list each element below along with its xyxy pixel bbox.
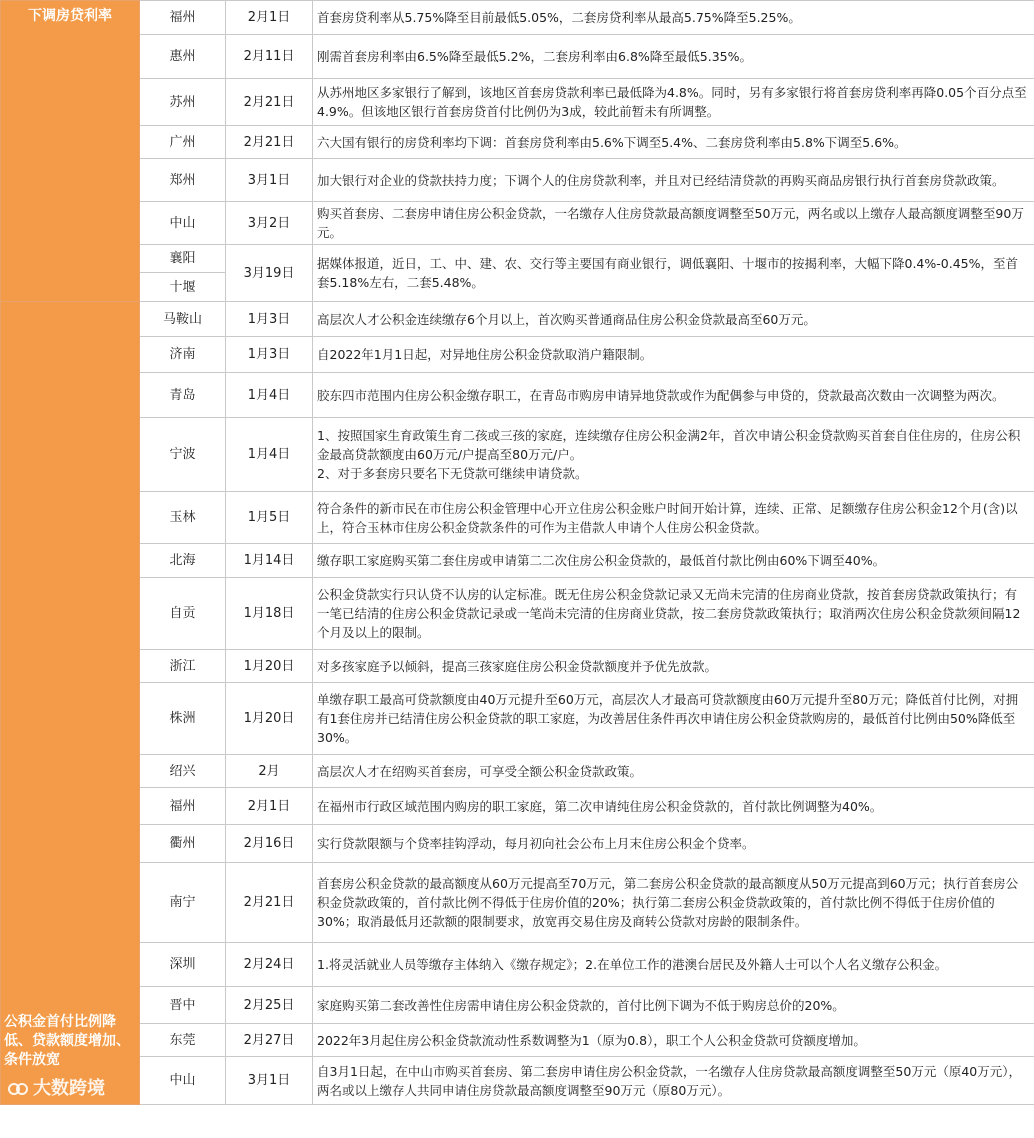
table-row: [1, 1, 1034, 35]
table-row: [1, 126, 1034, 159]
table-row: [1, 418, 1034, 492]
city-cell: 绍兴: [140, 755, 226, 788]
city-cell: 福州: [140, 788, 226, 825]
table-row: [1, 302, 1034, 337]
date-cell: 1月3日: [226, 337, 313, 373]
description-cell: 高层次人才在绍购买首套房，可享受全额公积金贷款政策。: [313, 755, 1034, 788]
table-row: [1, 943, 1034, 987]
watermark: 大数跨境: [7, 1079, 105, 1098]
table-row: [1, 987, 1034, 1024]
city-cell: 十堰: [140, 273, 226, 302]
table-row: [1, 79, 1034, 126]
city-cell: 福州: [140, 1, 226, 35]
date-cell: 1月4日: [226, 373, 313, 418]
table-row: [1, 755, 1034, 788]
description-cell: 2022年3月起住房公积金贷款流动性系数调整为1（原为0.8），职工个人公积金贷款可贷额度增加。: [313, 1024, 1034, 1057]
date-cell: 2月16日: [226, 825, 313, 863]
city-cell: 马鞍山: [140, 302, 226, 337]
description-cell: 自3月1日起，在中山市购买首套房、第二套房申请住房公积金贷款，一名缴存人住房贷款最高额度调整至50万元（原40万元），两名或以上缴存人共同申请住房贷款最高额度调整至90万元（原80万元）。: [313, 1057, 1034, 1105]
table-row: [1, 159, 1034, 202]
city-cell: 深圳: [140, 943, 226, 987]
description-cell: 1、按照国家生育政策生育二孩或三孩的家庭，连续缴存住房公积金满2年，首次申请公积金贷款购买首套自住住房的，住房公积金最高贷款额度由60万元/户提高至80万元/户。 2、对于多套房只要名下无贷款可继续申请贷款。: [313, 418, 1034, 492]
city-cell: 中山: [140, 1057, 226, 1105]
date-cell: 2月27日: [226, 1024, 313, 1057]
table-row: [1, 683, 1034, 755]
date-cell: 2月21日: [226, 126, 313, 159]
brand-logo-icon: [7, 1082, 29, 1096]
date-cell: 2月11日: [226, 35, 313, 79]
description-cell: 购买首套房、二套房申请住房公积金贷款，一名缴存人住房贷款最高额度调整至50万元，两名或以上缴存人最高额度调整至90万元。: [313, 202, 1034, 245]
date-cell: 1月3日: [226, 302, 313, 337]
description-cell: 家庭购买第二套改善性住房需申请住房公积金贷款的，首付比例下调为不低于购房总价的20%。: [313, 987, 1034, 1024]
city-cell: 中山: [140, 202, 226, 245]
date-cell: 1月14日: [226, 544, 313, 578]
date-cell: 1月18日: [226, 578, 313, 650]
date-cell: 3月19日: [226, 245, 313, 302]
category-cell: 下调房贷利率: [1, 1, 140, 302]
date-cell: 1月20日: [226, 650, 313, 683]
date-cell: 3月1日: [226, 159, 313, 202]
city-cell: 浙江: [140, 650, 226, 683]
city-cell: 济南: [140, 337, 226, 373]
city-cell: 惠州: [140, 35, 226, 79]
description-cell: 1.将灵活就业人员等缴存主体纳入《缴存规定》；2.在单位工作的港澳台居民及外籍人士可以个人名义缴存公积金。: [313, 943, 1034, 987]
description-cell: 对多孩家庭予以倾斜，提高三孩家庭住房公积金贷款额度并予优先放款。: [313, 650, 1034, 683]
date-cell: 2月21日: [226, 79, 313, 126]
date-cell: 1月4日: [226, 418, 313, 492]
city-cell: 广州: [140, 126, 226, 159]
table-row: [1, 245, 1034, 273]
city-cell: 青岛: [140, 373, 226, 418]
date-cell: 3月2日: [226, 202, 313, 245]
date-cell: 2月21日: [226, 863, 313, 943]
description-cell: 首套房公积金贷款的最高额度从60万元提高至70万元，第二套房公积金贷款的最高额度从50万元提高到60万元；执行首套房公积金贷款政策的，首付款比例不得低于住房价值的20%；执行第二套房公积金贷款政策的，首付款比例不得低于住房价值的30%；取消最低月还款额的限制要求，放宽再交易住房及商转公贷款对房龄的限制条件。: [313, 863, 1034, 943]
date-cell: 2月24日: [226, 943, 313, 987]
date-cell: 1月5日: [226, 492, 313, 544]
city-cell: 苏州: [140, 79, 226, 126]
table-row: [1, 492, 1034, 544]
table-row: [1, 544, 1034, 578]
description-cell: 公积金贷款实行只认贷不认房的认定标准。既无住房公积金贷款记录又无尚未完清的住房商业贷款，按首套房贷款政策执行；有一笔已结清的住房公积金贷款记录或一笔尚未完清的住房商业贷款，按二套房贷款政策执行；取消两次住房公积金贷款须间隔12个月及以上的限制。: [313, 578, 1034, 650]
city-cell: 晋中: [140, 987, 226, 1024]
description-cell: 从苏州地区多家银行了解到，该地区首套房贷款利率已最低降为4.8%。同时，另有多家银行将首套房贷利率再降0.05个百分点至4.9%。但该地区银行首套房贷首付比例仍为3成，较此前暂未有所调整。: [313, 79, 1034, 126]
table-row: [1, 35, 1034, 79]
description-cell: 六大国有银行的房贷利率均下调：首套房贷利率由5.6%下调至5.4%、二套房贷利率由5.8%下调至5.6%。: [313, 126, 1034, 159]
date-cell: 2月1日: [226, 788, 313, 825]
date-cell: 2月: [226, 755, 313, 788]
description-cell: 单缴存职工最高可贷款额度由40万元提升至60万元，高层次人才最高可贷款额度由60万元提升至80万元；降低首付比例，对拥有1套住房并已结清住房公积金贷款的职工家庭，为改善居住条件再次申请住房公积金贷款购房的，最低首付比例由50%降低至30%。: [313, 683, 1034, 755]
city-cell: 襄阳: [140, 245, 226, 273]
city-cell: 自贡: [140, 578, 226, 650]
description-cell: 符合条件的新市民在市住房公积金管理中心开立住房公积金账户时间开始计算，连续、正常、足额缴存住房公积金12个月(含)以上，符合玉林市住房公积金贷款条件的可作为主借款人申请个人住房公积金贷款。: [313, 492, 1034, 544]
description-cell: 刚需首套房利率由6.5%降至最低5.2%，二套房利率由6.8%降至最低5.35%。: [313, 35, 1034, 79]
city-cell: 南宁: [140, 863, 226, 943]
description-cell: 据媒体报道，近日，工、中、建、农、交行等主要国有商业银行，调低襄阳、十堰市的按揭利率，大幅下降0.4%-0.45%，至首套5.18%左右，二套5.48%。: [313, 245, 1034, 302]
category-cell: 公积金首付比例降低、贷款额度增加、条件放宽 大数跨境: [1, 302, 140, 1105]
table-row: [1, 1024, 1034, 1057]
city-cell: 玉林: [140, 492, 226, 544]
date-cell: 2月1日: [226, 1, 313, 35]
description-cell: 在福州市行政区域范围内购房的职工家庭，第二次申请纯住房公积金贷款的，首付款比例调整为40%。: [313, 788, 1034, 825]
table-row: [1, 1057, 1034, 1105]
description-cell: 首套房贷利率从5.75%降至目前最低5.05%，二套房贷利率从最高5.75%降至5.25%。: [313, 1, 1034, 35]
table-row: [1, 578, 1034, 650]
description-cell: 缴存职工家庭购买第二套住房或申请第二二次住房公积金贷款的，最低首付款比例由60%下调至40%。: [313, 544, 1034, 578]
date-cell: 3月1日: [226, 1057, 313, 1105]
city-cell: 北海: [140, 544, 226, 578]
city-cell: 郑州: [140, 159, 226, 202]
table-row: [1, 202, 1034, 245]
city-cell: 宁波: [140, 418, 226, 492]
description-cell: 自2022年1月1日起，对异地住房公积金贷款取消户籍限制。: [313, 337, 1034, 373]
city-cell: 东莞: [140, 1024, 226, 1057]
description-cell: 实行贷款限额与个贷率挂钩浮动，每月初向社会公布上月末住房公积金个贷率。: [313, 825, 1034, 863]
table-row: [1, 788, 1034, 825]
table-row: [1, 863, 1034, 943]
description-cell: 高层次人才公积金连续缴存6个月以上，首次购买普通商品住房公积金贷款最高至60万元。: [313, 302, 1034, 337]
table-row: [1, 373, 1034, 418]
table-row: [1, 337, 1034, 373]
city-cell: 衢州: [140, 825, 226, 863]
date-cell: 1月20日: [226, 683, 313, 755]
table-row: [1, 650, 1034, 683]
description-cell: 胶东四市范围内住房公积金缴存职工，在青岛市购房申请异地贷款或作为配偶参与申贷的，贷款最高次数由一次调整为两次。: [313, 373, 1034, 418]
description-cell: 加大银行对企业的贷款扶持力度；下调个人的住房贷款利率，并且对已经结清贷款的再购买商品房银行执行首套房贷款政策。: [313, 159, 1034, 202]
city-cell: 株洲: [140, 683, 226, 755]
date-cell: 2月25日: [226, 987, 313, 1024]
table-row: [1, 825, 1034, 863]
